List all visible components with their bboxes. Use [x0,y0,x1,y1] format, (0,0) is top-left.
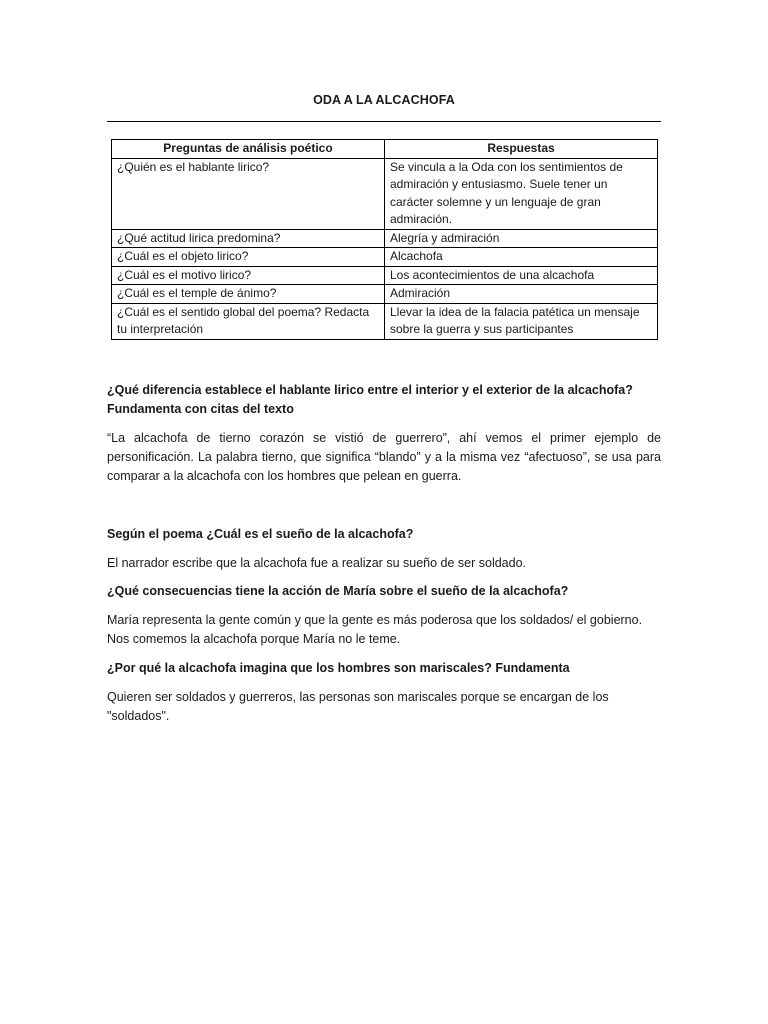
section-sueno [107,525,661,573]
table-row [112,303,658,339]
analysis-table [111,139,658,340]
title-divider [107,121,661,122]
table-row [112,248,658,267]
column-header-answers: Respuestas [385,140,658,159]
question-cell: ¿Cuál es el objeto lirico? [112,248,385,267]
table-row [112,285,658,304]
section-question: Según el poema ¿Cuál es el sueño de la alcachofa? [107,527,414,541]
question-cell: ¿Quién es el hablante lirico? [112,158,385,229]
table-row [112,229,658,248]
question-cell: ¿Cuál es el sentido global del poema? Redacta tu interpretación [112,303,385,339]
question-cell: ¿Qué actitud lirica predomina? [112,229,385,248]
answer-cell: Alegría y admiración [385,229,658,248]
page-title: ODA A LA ALCACHOFA [313,93,455,107]
section-question: ¿Por qué la alcachofa imagina que los hombres son mariscales? Fundamenta [107,661,570,675]
answer-cell: Se vincula a la Oda con los sentimientos de admiración y entusiasmo. Suele tener un carácter solemne y un lenguaje de gran admiración. [385,158,658,229]
column-header-questions: Preguntas de análisis poético [112,140,385,159]
section-question: ¿Qué diferencia establece el hablante lirico entre el interior y el exterior de la alcachofa? Fundamenta con citas del texto [107,383,633,416]
answer-cell: Llevar la idea de la falacia patética un mensaje sobre la guerra y sus participantes [385,303,658,339]
section-maria [107,582,661,649]
section-answer: María representa la gente común y que la gente es más poderosa que los soldados/ el gobierno. Nos comemos la alcachofa porque María no le teme. [107,613,643,646]
section-answer: “La alcachofa de tierno corazón se vistió de guerrero”, ahí vemos el primer ejemplo de personificación. La palabra tierno, que significa “blando” y a la misma vez “afectuoso”, se usa para comparar a la alcachofa con los hombres que pelean en guerra. [107,431,661,483]
question-cell: ¿Cuál es el temple de ánimo? [112,285,385,304]
section-mariscales [107,659,661,726]
section-question: ¿Qué consecuencias tiene la acción de María sobre el sueño de la alcachofa? [107,584,569,598]
table-header-row [112,140,658,159]
answer-cell: Alcachofa [385,248,658,267]
table-row [112,158,658,229]
table-row [112,266,658,285]
answer-cell: Los acontecimientos de una alcachofa [385,266,658,285]
section-answer: El narrador escribe que la alcachofa fue a realizar su sueño de ser soldado. [107,556,527,570]
section-interior-exterior [107,381,661,486]
answer-cell: Admiración [385,285,658,304]
question-cell: ¿Cuál es el motivo lirico? [112,266,385,285]
section-answer: Quieren ser soldados y guerreros, las personas son mariscales porque se encargan de los "soldados". [107,690,609,723]
